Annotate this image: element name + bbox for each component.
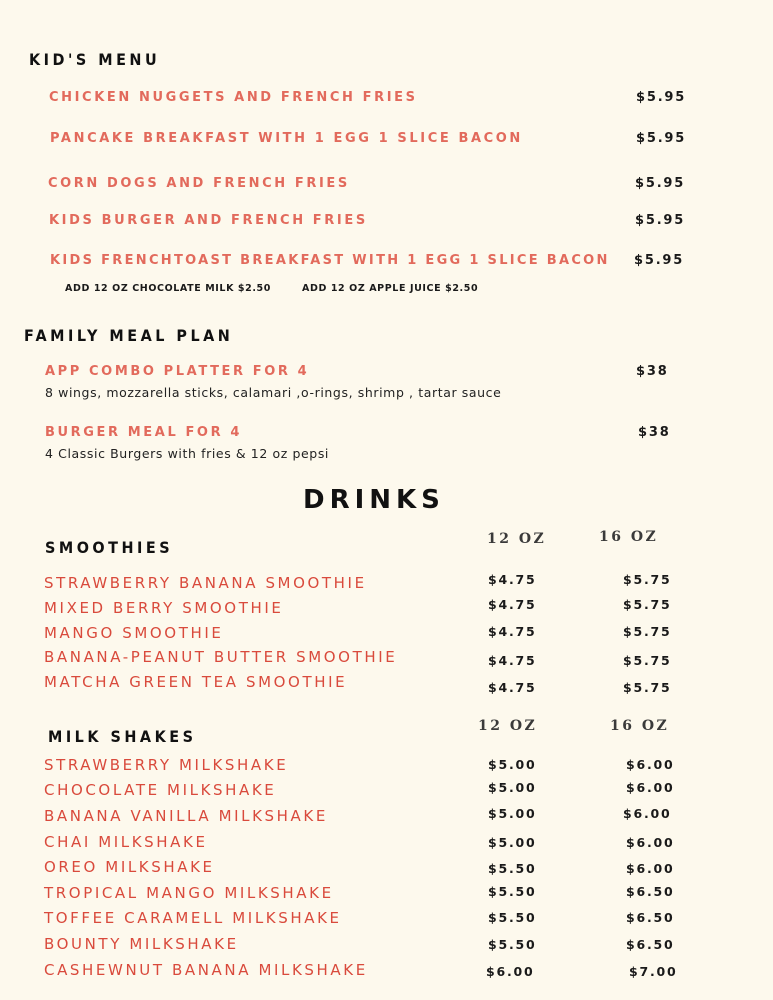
price-16oz: $5.75 xyxy=(623,680,672,695)
price-12oz: $4.75 xyxy=(488,597,537,612)
menu-item-name: PANCAKE BREAKFAST WITH 1 EGG 1 SLICE BACON xyxy=(50,131,523,146)
menu-item-name: BURGER MEAL FOR 4 xyxy=(45,425,242,440)
menu-item-price: $5.95 xyxy=(635,213,686,228)
price-12oz: $5.00 xyxy=(488,835,537,850)
drink-item-name: BANANA VANILLA MILKSHAKE xyxy=(44,807,328,825)
menu-item-name: KIDS BURGER AND FRENCH FRIES xyxy=(49,213,368,228)
drink-item-name: MATCHA GREEN TEA SMOOTHIE xyxy=(44,673,348,691)
price-16oz: $6.00 xyxy=(623,806,672,821)
price-12oz: $5.50 xyxy=(488,910,537,925)
price-12oz: $5.00 xyxy=(488,806,537,821)
price-16oz: $5.75 xyxy=(623,624,672,639)
kids-menu-heading: KID'S MENU xyxy=(29,50,161,69)
milkshakes-heading: MILK SHAKES xyxy=(48,727,197,746)
price-16oz: $5.75 xyxy=(623,572,672,587)
price-16oz: $7.00 xyxy=(629,964,678,979)
price-12oz: $6.00 xyxy=(486,964,535,979)
price-12oz: $5.00 xyxy=(488,757,537,772)
price-12oz: $5.00 xyxy=(488,780,537,795)
drink-item-name: BOUNTY MILKSHAKE xyxy=(44,935,239,953)
price-12oz: $5.50 xyxy=(488,884,537,899)
size-16oz-header: 16 OZ xyxy=(599,529,659,545)
menu-item-description: 4 Classic Burgers with fries & 12 oz pepsi xyxy=(45,446,330,461)
price-12oz: $4.75 xyxy=(488,624,537,639)
price-12oz: $4.75 xyxy=(488,680,537,695)
price-16oz: $6.00 xyxy=(626,861,675,876)
family-meal-heading: FAMILY MEAL PLAN xyxy=(24,326,234,345)
menu-item-name: CORN DOGS AND FRENCH FRIES xyxy=(48,176,350,191)
price-12oz: $5.50 xyxy=(488,937,537,952)
drink-item-name: MANGO SMOOTHIE xyxy=(44,624,224,642)
menu-item-name: KIDS FRENCHTOAST BREAKFAST WITH 1 EGG 1 SLICE BACON xyxy=(50,253,610,268)
menu-item-price: $5.95 xyxy=(635,176,686,191)
price-16oz: $5.75 xyxy=(623,597,672,612)
size-12oz-header: 12 OZ xyxy=(478,718,538,734)
addon-note: ADD 12 OZ APPLE JUICE $2.50 xyxy=(302,283,479,294)
smoothies-heading: SMOOTHIES xyxy=(45,538,174,557)
menu-item-price: $38 xyxy=(636,364,669,379)
menu-item-price: $5.95 xyxy=(636,90,687,105)
price-16oz: $5.75 xyxy=(623,653,672,668)
drink-item-name: CHOCOLATE MILKSHAKE xyxy=(44,781,277,799)
drinks-title: DRINKS xyxy=(303,485,445,515)
drink-item-name: TOFFEE CARAMELL MILKSHAKE xyxy=(44,909,342,927)
size-16oz-header: 16 OZ xyxy=(610,718,670,734)
drink-item-name: STRAWBERRY MILKSHAKE xyxy=(44,756,289,774)
menu-item-name: CHICKEN NUGGETS AND FRENCH FRIES xyxy=(49,90,418,105)
addon-note: ADD 12 OZ CHOCOLATE MILK $2.50 xyxy=(65,283,271,294)
size-12oz-header: 12 OZ xyxy=(487,531,547,547)
drink-item-name: CHAI MILKSHAKE xyxy=(44,833,208,851)
menu-item-price: $5.95 xyxy=(636,131,687,146)
price-12oz: $4.75 xyxy=(488,572,537,587)
price-16oz: $6.50 xyxy=(626,910,675,925)
drink-item-name: CASHEWNUT BANANA MILKSHAKE xyxy=(44,961,368,979)
price-16oz: $6.00 xyxy=(626,757,675,772)
menu-item-name: APP COMBO PLATTER FOR 4 xyxy=(45,364,310,379)
drink-item-name: MIXED BERRY SMOOTHIE xyxy=(44,599,284,617)
drink-item-name: OREO MILKSHAKE xyxy=(44,858,215,876)
menu-item-price: $38 xyxy=(638,425,671,440)
price-12oz: $5.50 xyxy=(488,861,537,876)
price-16oz: $6.00 xyxy=(626,780,675,795)
price-12oz: $4.75 xyxy=(488,653,537,668)
drink-item-name: STRAWBERRY BANANA SMOOTHIE xyxy=(44,574,367,592)
price-16oz: $6.50 xyxy=(626,937,675,952)
price-16oz: $6.00 xyxy=(626,835,675,850)
menu-item-description: 8 wings, mozzarella sticks, calamari ,o-rings, shrimp , tartar sauce xyxy=(45,385,502,400)
menu-item-price: $5.95 xyxy=(634,253,685,268)
price-16oz: $6.50 xyxy=(626,884,675,899)
drink-item-name: TROPICAL MANGO MILKSHAKE xyxy=(44,884,334,902)
drink-item-name: BANANA-PEANUT BUTTER SMOOTHIE xyxy=(44,648,398,666)
